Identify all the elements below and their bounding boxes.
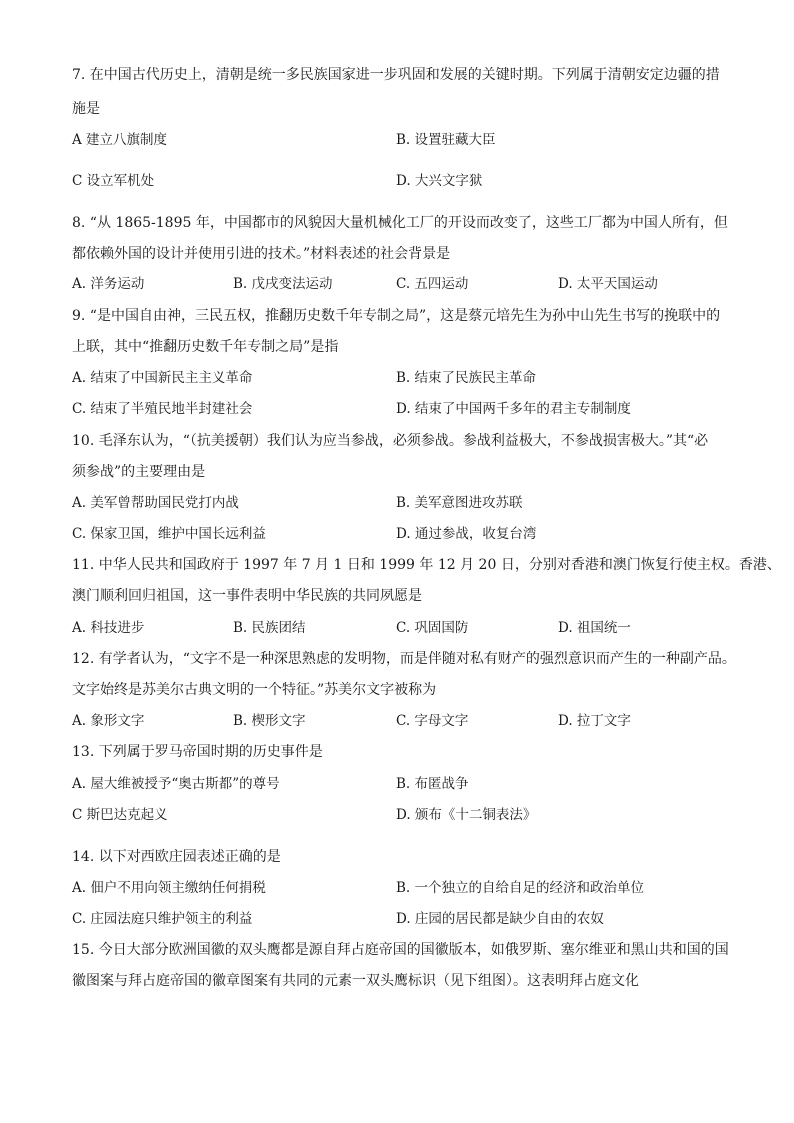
question-9-option-a: A. 结束了中国新民主主义革命 [72,370,253,386]
question-11-option-a: A. 科技进步 [72,620,145,636]
question-13-option-c: C 斯巴达克起义 [72,807,168,823]
question-14-option-b: B. 一个独立的自给自足的经济和政治单位 [396,880,645,896]
question-14-option-c: C. 庄园法庭只维护领主的利益 [72,911,253,927]
question-8-stem-line-1: 8. “从 1865-1895 年，中国都市的风貌因大量机械化工厂的开设而改变了，这些工厂都为中国人所有，但 [72,215,728,231]
question-8-option-c: C. 五四运动 [396,276,469,292]
question-9-option-c: C. 结束了半殖民地半封建社会 [72,401,253,417]
question-10-stem-line-1: 10. 毛泽东认为，“（抗美援朝）我们认为应当参战，必须参战。参战利益极大，不参战损害极大。”其“必 [72,433,709,449]
question-7-stem-line-2: 施是 [72,101,100,117]
question-12-stem-line-2: 文字始终是苏美尔古典文明的一个特征。”苏美尔文字被称为 [72,682,437,698]
question-10-option-b: B. 美军意图进攻苏联 [396,495,523,511]
question-8-stem-line-2: 都依赖外国的设计并使用引进的技术。”材料表述的社会背景是 [72,246,451,262]
question-12-option-b: B. 楔形文字 [233,713,306,729]
question-12-option-d: D. 拉丁文字 [558,713,631,729]
question-8-option-a: A. 洋务运动 [72,276,145,292]
question-12-option-c: C. 字母文字 [396,713,469,729]
question-11-stem-line-1: 11. 中华人民共和国政府于 1997 年 7 月 1 日和 1999 年 12 月 20 日，分别对香港和澳门恢复行使主权。香港、 [72,557,781,573]
question-14-option-a: A. 佃户不用向领主缴纳任何捐税 [72,880,266,896]
question-14-option-d: D. 庄园的居民都是缺少自由的农奴 [396,911,604,927]
question-7-option-d: D. 大兴文字狱 [396,173,483,189]
question-11-option-d: D. 祖国统一 [558,620,631,636]
question-8-option-b: B. 戊戌变法运动 [233,276,333,292]
question-15-stem-line-2: 徽图案与拜占庭帝国的徽章图案有共同的元素一双头鹰标识（见下组图）。这表明拜占庭文化 [72,973,639,989]
question-13-stem-line-1: 13. 下列属于罗马帝国时期的历史事件是 [72,744,323,760]
question-10-stem-line-2: 须参战”的主要理由是 [72,464,206,480]
question-13-option-d: D. 颁布《十二铜表法》 [396,807,537,823]
question-9-option-d: D. 结束了中国两千多年的君主专制制度 [396,401,631,417]
question-7-option-c: C 设立军机处 [72,173,155,189]
question-10-option-d: D. 通过参战，收复台湾 [396,526,537,542]
question-10-option-a: A. 美军曾帮助国民党打内战 [72,495,239,511]
question-13-option-a: A. 屋大维被授予“奥古斯都”的尊号 [72,776,280,792]
question-10-option-c: C. 保家卫国，维护中国长远利益 [72,526,266,542]
question-9-option-b: B. 结束了民族民主革命 [396,370,537,386]
question-9-stem-line-1: 9. “是中国自由神，三民五权，推翻历史数千年专制之局”，这是蔡元培先生为孙中山先生书写的挽联中的 [72,308,721,324]
question-12-stem-line-1: 12. 有学者认为，“文字不是一种深思熟虑的发明物，而是伴随对私有财产的强烈意识而产生的一种副产品。 [72,651,736,667]
question-11-stem-line-2: 澳门顺利回归祖国，这一事件表明中华民族的共同夙愿是 [72,588,422,604]
question-11-option-c: C. 巩固国防 [396,620,469,636]
question-7-stem-line-1: 7. 在中国古代历史上，清朝是统一多民族国家进一步巩固和发展的关键时期。下列属于清朝安定边疆的措 [72,67,720,83]
question-9-stem-line-2: 上联，其中“推翻历史数千年专制之局”是指 [72,339,339,355]
question-15-stem-line-1: 15. 今日大部分欧洲国徽的双头鹰都是源自拜占庭帝国的国徽版本，如俄罗斯、塞尔维亚和黑山共和国的国 [72,942,729,958]
question-8-option-d: D. 太平天国运动 [558,276,658,292]
question-11-option-b: B. 民族团结 [233,620,306,636]
question-7-option-b: B. 设置驻藏大臣 [396,132,496,148]
question-14-stem-line-1: 14. 以下对西欧庄园表述正确的是 [72,849,281,865]
question-7-option-a: A 建立八旗制度 [72,132,168,148]
question-12-option-a: A. 象形文字 [72,713,145,729]
question-13-option-b: B. 布匿战争 [396,776,469,792]
